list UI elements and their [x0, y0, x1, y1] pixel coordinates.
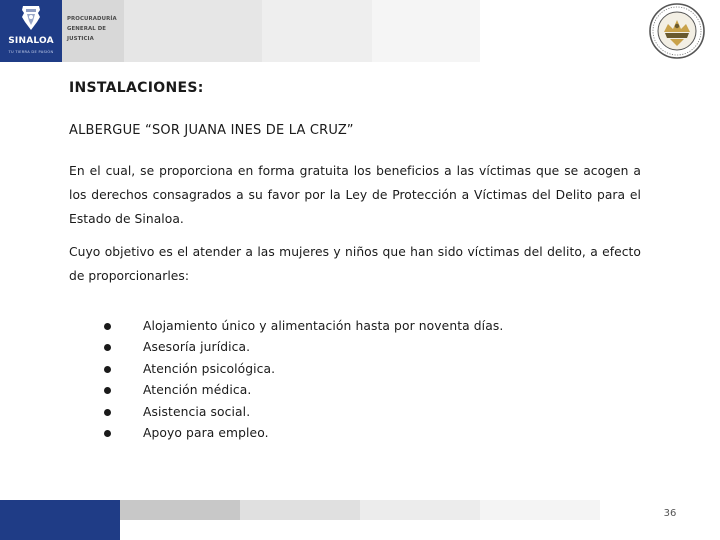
logo-tagline: TU TIERRA DE PASIÓN — [8, 50, 54, 54]
list-item-text: Asistencia social. — [143, 404, 251, 419]
footer-band — [0, 500, 120, 540]
bullet-icon — [104, 323, 111, 330]
list-item-text: Asesoría jurídica. — [143, 340, 251, 355]
list-item-text: Alojamiento único y alimentación hasta por noventa días. — [143, 319, 504, 333]
agency-name-line-2: GENERAL DE — [67, 26, 107, 32]
bullet-icon — [104, 344, 111, 351]
sinaloa-emblem-icon — [0, 0, 62, 36]
list-item — [100, 337, 503, 358]
list-item — [100, 359, 503, 380]
header-band — [372, 0, 480, 62]
bullet-icon — [104, 409, 111, 416]
agency-name-line-3: JUSTICIA — [67, 36, 94, 42]
header-band — [124, 0, 262, 62]
page-number: 36 — [663, 508, 677, 519]
footer-band — [120, 520, 720, 540]
page-footer — [0, 500, 720, 540]
list-item — [100, 316, 503, 337]
list-item — [100, 380, 503, 401]
section-heading: INSTALACIONES: — [69, 80, 204, 96]
description-paragraph: En el cual, se proporciona en forma gratuita los beneficios a las víctimas que se acogen a los derechos consagrados a su favor por la Ley de Protección a Víctimas del Delito para el Estado de Sinaloa. — [69, 164, 641, 226]
bullet-icon — [104, 366, 111, 373]
list-item-text: Atención psicológica. — [143, 361, 276, 376]
list-item-text: Atención médica. — [143, 383, 252, 398]
objective-paragraph: Cuyo objetivo es el atender a las mujeres y niños que han sido víctimas del delito, a efecto de proporcionarles: — [69, 245, 641, 283]
list-item — [100, 423, 503, 444]
bullet-icon — [104, 430, 111, 437]
procuraduria-seal-icon — [648, 2, 706, 60]
slide-content — [69, 73, 641, 288]
page-header — [0, 0, 720, 62]
header-band — [262, 0, 372, 62]
logo-wordmark: SINALOA — [8, 36, 54, 46]
sinaloa-logo — [0, 0, 62, 62]
shelter-title: ALBERGUE “SOR JUANA INES DE LA CRUZ” — [69, 123, 354, 138]
list-item — [100, 402, 503, 423]
list-item-text: Apoyo para empleo. — [143, 425, 269, 440]
bullet-icon — [104, 387, 111, 394]
services-list — [100, 316, 503, 444]
agency-name-line-1: PROCURADURÍA — [67, 16, 117, 22]
